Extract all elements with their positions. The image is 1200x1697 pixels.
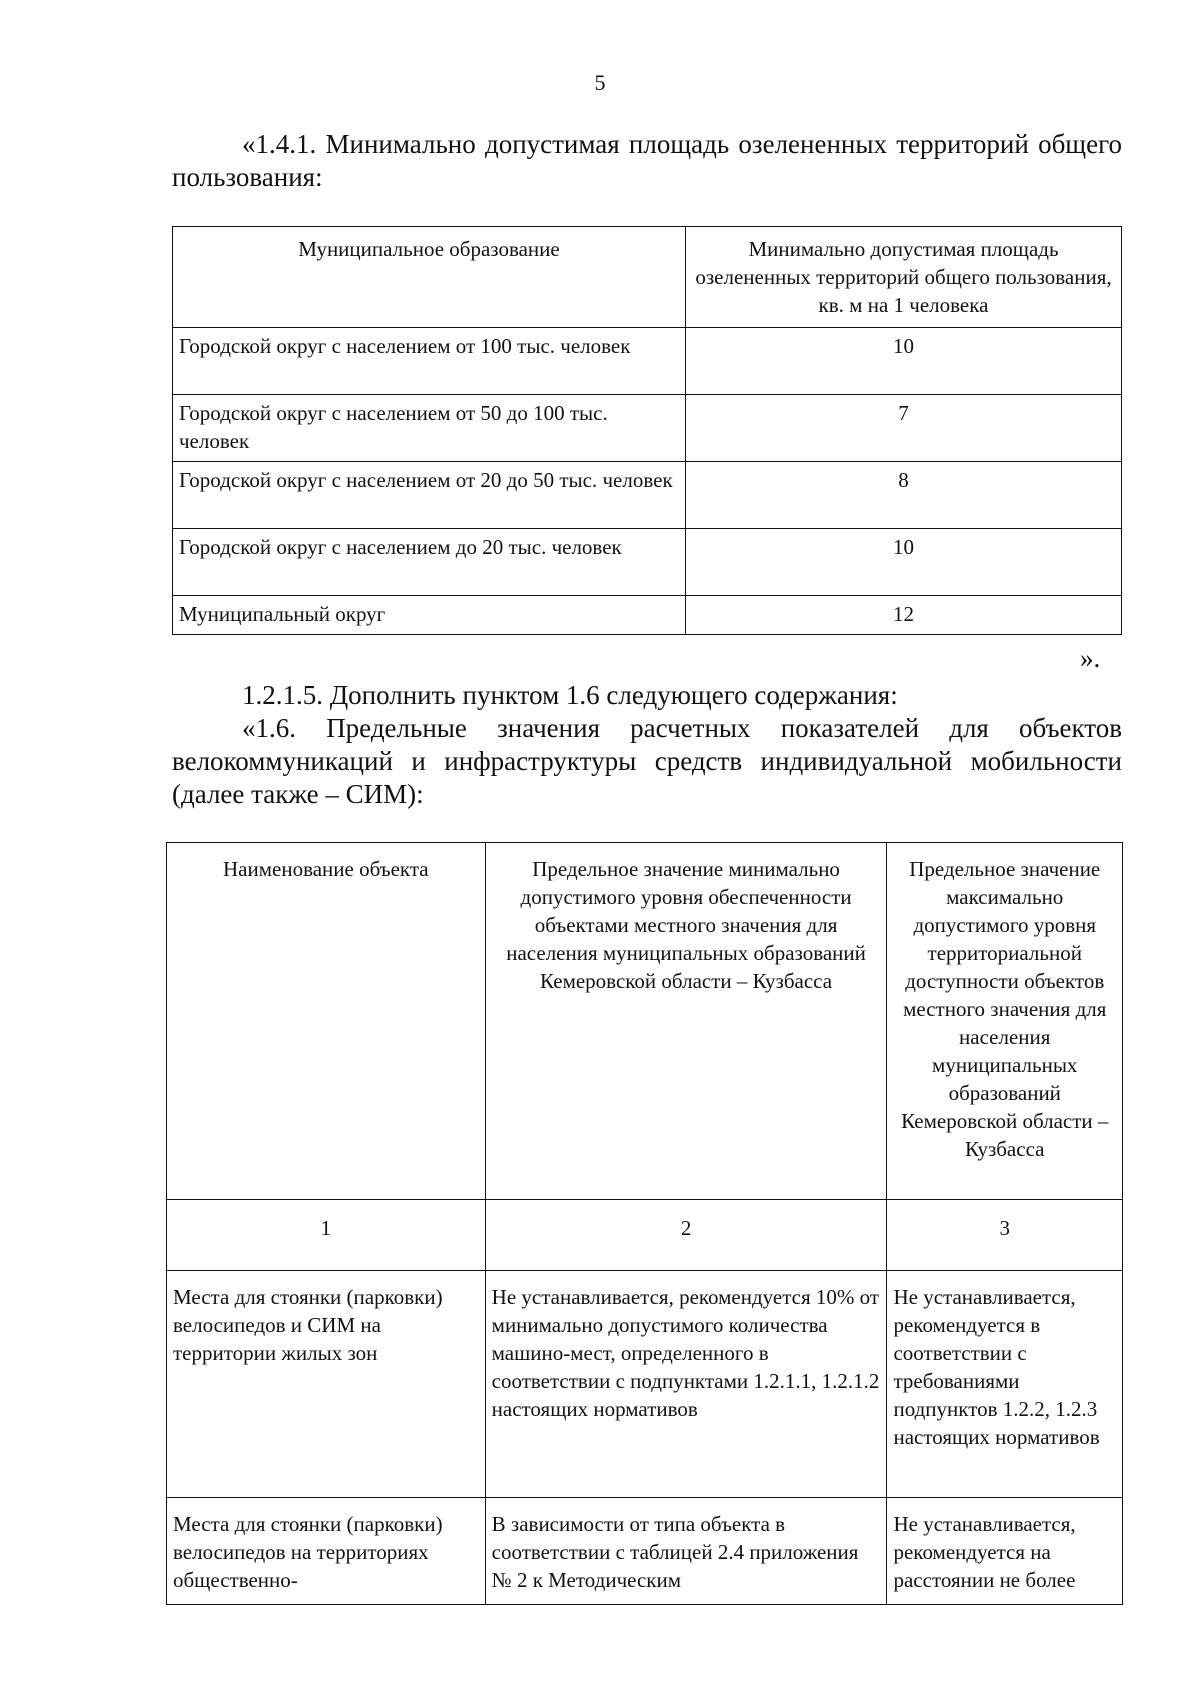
table-cell: Не устанавливается, рекомендуется на расстоянии не более	[887, 1498, 1123, 1605]
green-area-table	[172, 226, 1122, 635]
table-header-row	[173, 227, 1122, 328]
closing-quote-mark: ».	[1080, 643, 1101, 673]
table-cell-name: Городской округ с населением до 20 тыс. человек	[173, 529, 686, 596]
section-1-6-text: «1.6. Предельные значения расчетных показателей для объектов велокоммуникаций и инфраструктуры средств индивидуальной мобильности (далее также – СИМ):	[172, 713, 1122, 809]
page-number: 5	[594, 70, 606, 95]
table-row	[173, 462, 1122, 529]
table-cell: Не устанавливается, рекомендуется 10% от минимально допустимого количества машино-мест, определенного в соответствии с подпунктами 1.2.1.1, 1.2.1.2 настоящих нормативов	[485, 1271, 887, 1498]
table-header-row	[167, 843, 1123, 1200]
table-row	[167, 1271, 1123, 1498]
table-cell-value: 12	[686, 596, 1122, 635]
table-row	[173, 395, 1122, 462]
table-cell-value: 7	[686, 395, 1122, 462]
table-row	[167, 1498, 1123, 1605]
table-header-cell: Предельное значение максимально допустимого уровня территориальной доступности объектов местного значения для населения муниципальных образований Кемеровской области – Кузбасса	[887, 843, 1123, 1200]
table-cell-value: 8	[686, 462, 1122, 529]
section-1-2-1-5-text: 1.2.1.5. Дополнить пунктом 1.6 следующего содержания:	[242, 680, 898, 710]
table-cell: Места для стоянки (парковки) велосипедов на территориях общественно-	[167, 1498, 486, 1605]
table-header-cell: Муниципальное образование	[173, 227, 686, 328]
table-cell-name: Муниципальный округ	[173, 596, 686, 635]
table-cell: Места для стоянки (парковки) велосипедов и СИМ на территории жилых зон	[167, 1271, 486, 1498]
column-number-cell: 2	[485, 1200, 887, 1271]
table-row	[173, 529, 1122, 596]
table-cell-value: 10	[686, 328, 1122, 395]
table-cell: Не устанавливается, рекомендуется в соответствии с требованиями подпунктов 1.2.2, 1.2.3 настоящих нормативов	[887, 1271, 1123, 1498]
table-header-cell: Наименование объекта	[167, 843, 486, 1200]
table-cell-name: Городской округ с населением от 50 до 100 тыс. человек	[173, 395, 686, 462]
table-cell-value: 10	[686, 529, 1122, 596]
column-number-row	[167, 1200, 1123, 1271]
table-header-cell: Предельное значение минимально допустимого уровня обеспеченности объектами местного значения для населения муниципальных образований Кемеровской области – Кузбасса	[485, 843, 887, 1200]
table-row	[173, 596, 1122, 635]
bicycle-infrastructure-table	[166, 842, 1123, 1605]
table-header-cell: Минимально допустимая площадь озелененных территорий общего пользования, кв. м на 1 человека	[686, 227, 1122, 328]
table-row	[173, 328, 1122, 395]
table-cell: В зависимости от типа объекта в соответствии с таблицей 2.4 приложения № 2 к Методическим	[485, 1498, 887, 1605]
column-number-cell: 3	[887, 1200, 1123, 1271]
table-cell-name: Городской округ с населением от 20 до 50 тыс. человек	[173, 462, 686, 529]
table-cell-name: Городской округ с населением от 100 тыс. человек	[173, 328, 686, 395]
column-number-cell: 1	[167, 1200, 486, 1271]
section-1-4-1-heading: «1.4.1. Минимально допустимая площадь озелененных территорий общего пользования:	[172, 129, 1122, 192]
